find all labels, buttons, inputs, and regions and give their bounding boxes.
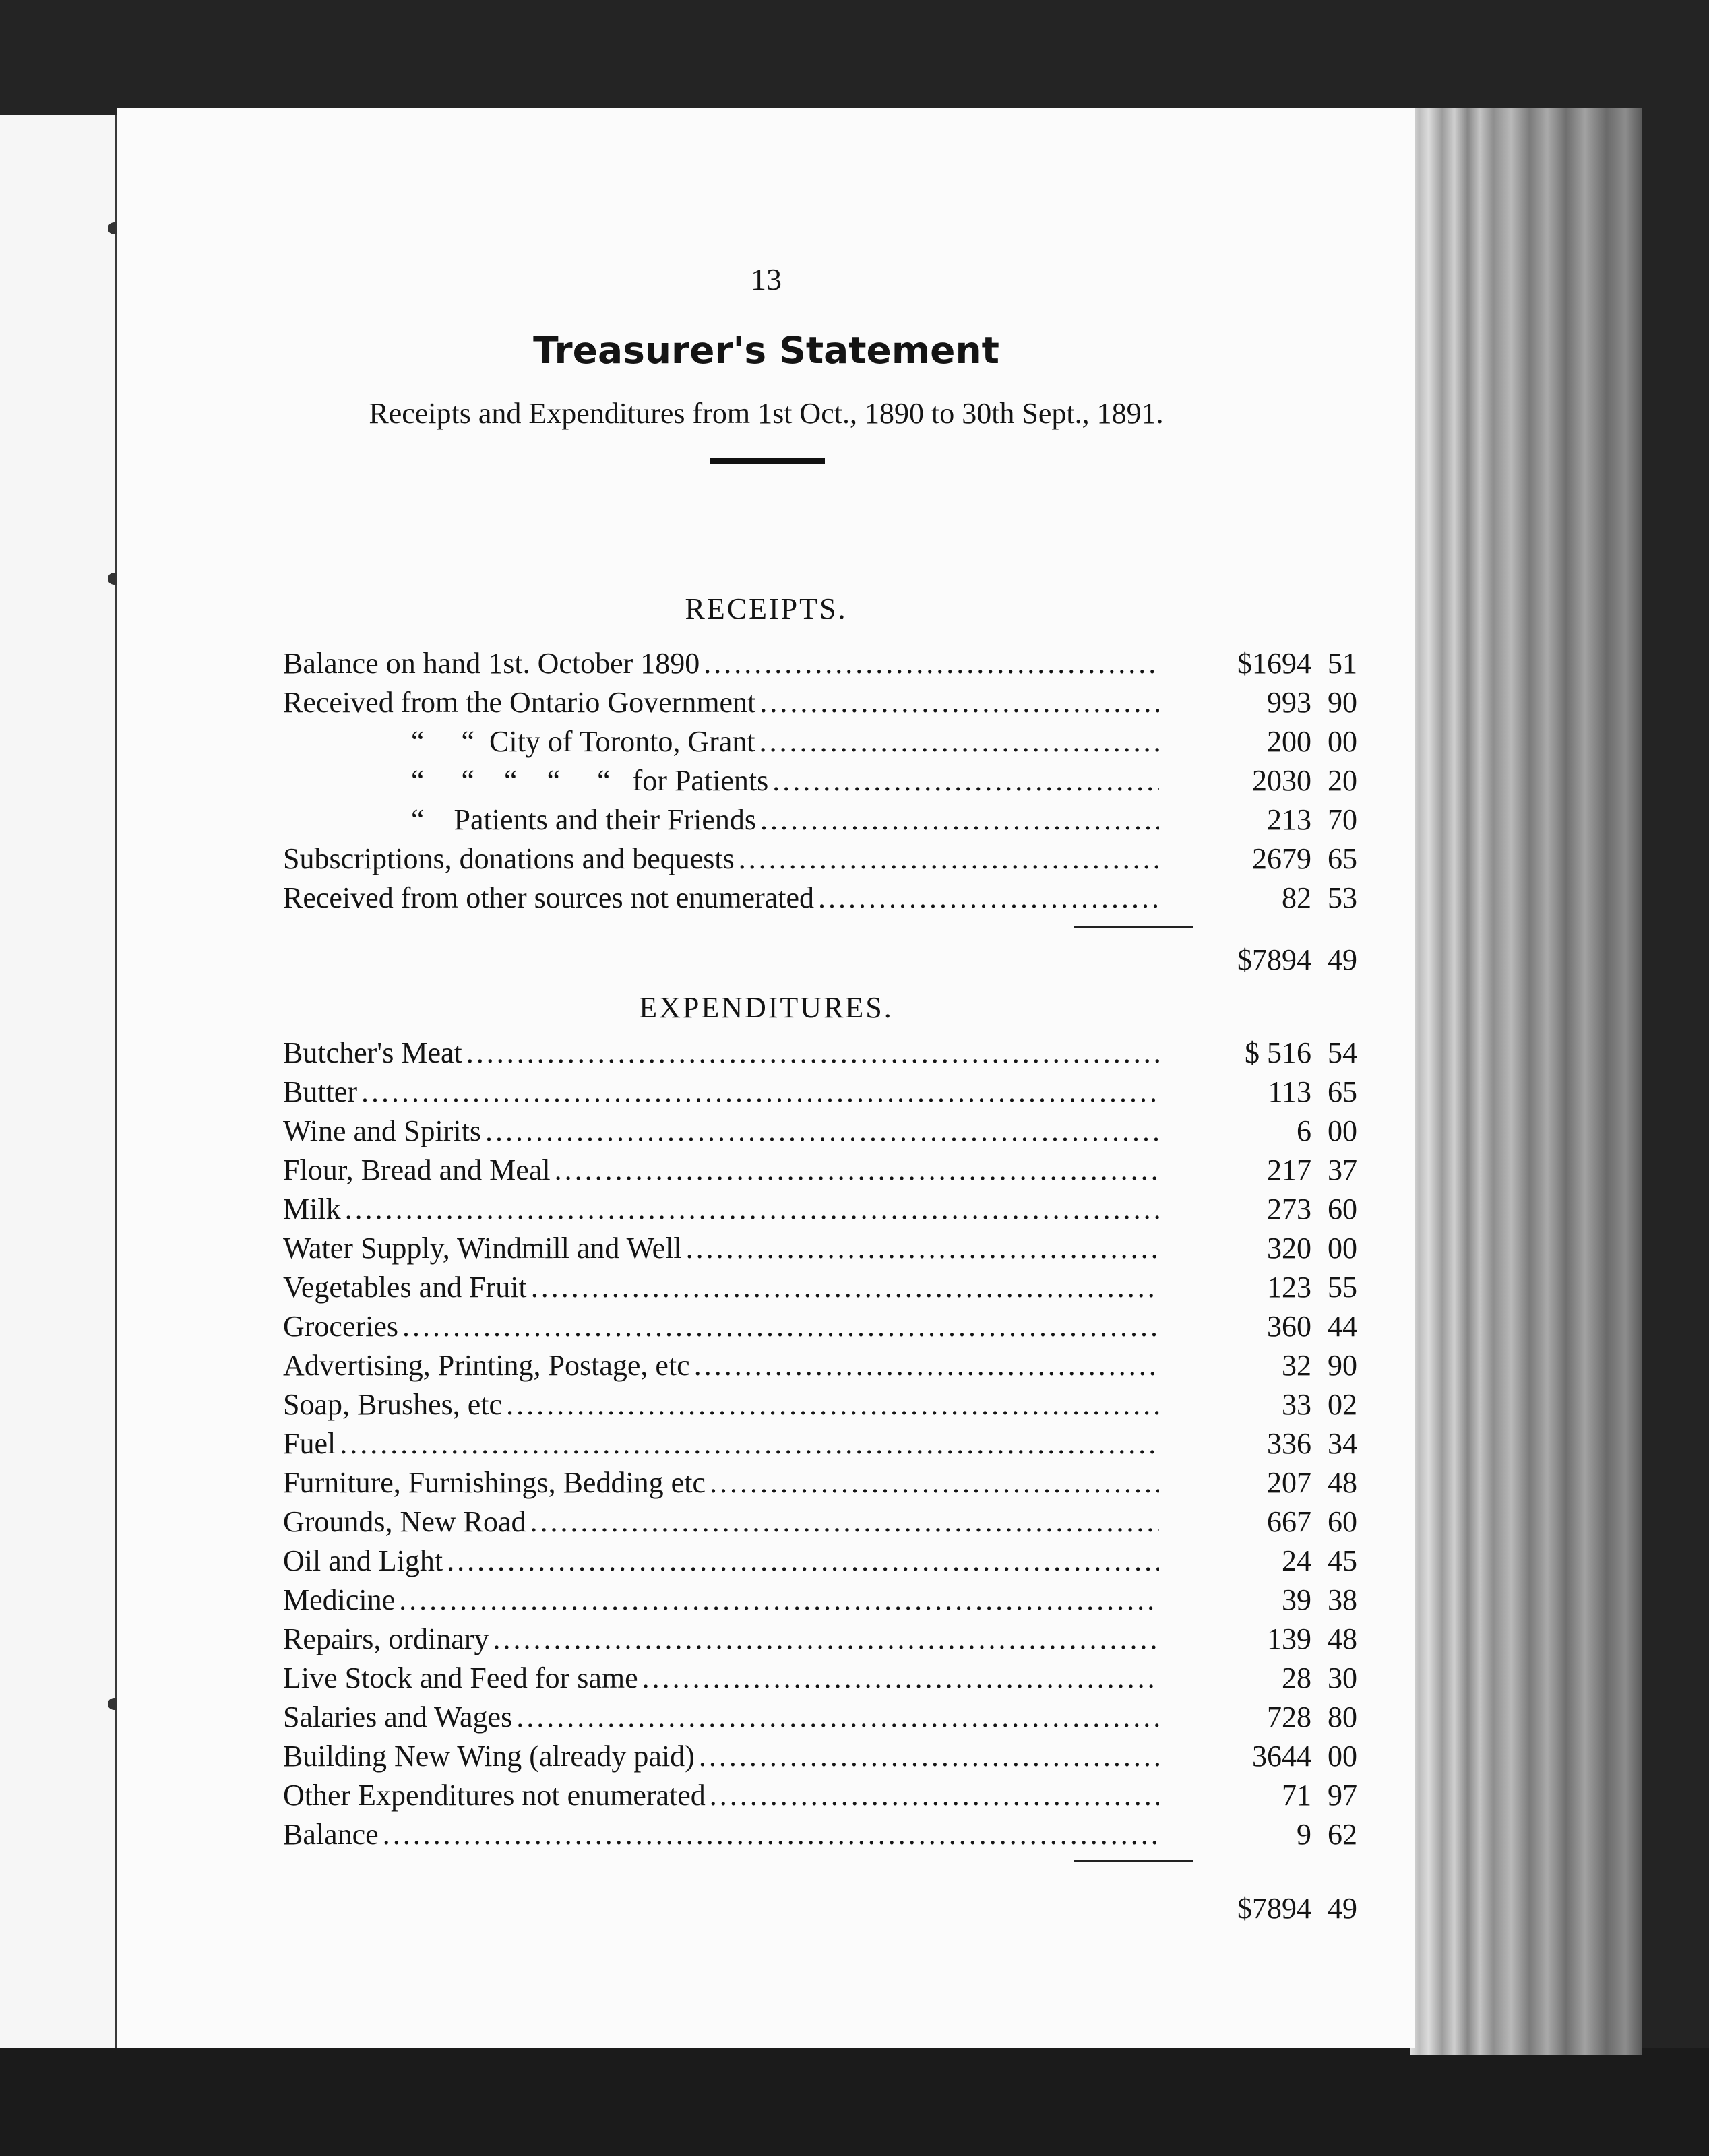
row-dollars: 320 — [1267, 1232, 1311, 1265]
dot-leader — [704, 644, 1159, 683]
document-page — [117, 108, 1415, 2048]
row-cents: 45 — [1328, 1544, 1357, 1577]
row-dollars: 728 — [1267, 1701, 1311, 1734]
row-cents: 60 — [1328, 1505, 1357, 1538]
expenditures-row — [283, 1307, 1357, 1346]
receipts-row — [283, 879, 1357, 918]
row-dollars: $1694 — [1237, 647, 1311, 680]
row-label: “ Patients and their Friends — [411, 803, 757, 836]
row-cents: 20 — [1328, 764, 1357, 797]
dot-leader — [493, 1620, 1159, 1659]
dot-leader — [818, 879, 1159, 918]
receipts-total-row — [283, 941, 1357, 980]
row-cents: 48 — [1328, 1622, 1357, 1655]
row-cents: 30 — [1328, 1661, 1357, 1694]
row-label: Medicine — [283, 1583, 396, 1616]
row-dollars: 273 — [1267, 1193, 1311, 1226]
row-label: Balance — [283, 1818, 379, 1851]
dot-leader — [759, 683, 1159, 722]
receipts-total-cents: 49 — [1328, 943, 1357, 976]
row-cents: 02 — [1328, 1388, 1357, 1421]
row-dollars: 39 — [1282, 1583, 1311, 1616]
receipts-row — [283, 722, 1357, 761]
dot-leader — [759, 722, 1159, 761]
row-label: Received from the Ontario Government — [283, 686, 756, 719]
row-label: Wine and Spirits — [283, 1114, 481, 1147]
row-dollars: 360 — [1267, 1310, 1311, 1343]
dot-leader — [642, 1659, 1159, 1698]
expenditures-row — [283, 1268, 1357, 1307]
receipts-row — [283, 761, 1357, 800]
dot-leader — [506, 1385, 1159, 1424]
expenditures-row — [283, 1776, 1357, 1815]
expenditures-row — [283, 1073, 1357, 1112]
row-dollars: 113 — [1268, 1075, 1311, 1108]
row-label: Fuel — [283, 1427, 336, 1460]
dot-leader — [383, 1815, 1159, 1854]
dot-leader — [531, 1268, 1159, 1307]
row-label: Furniture, Furnishings, Bedding etc — [283, 1466, 706, 1499]
dot-leader — [710, 1463, 1159, 1502]
dot-leader — [760, 800, 1159, 839]
row-dollars: 207 — [1267, 1466, 1311, 1499]
expenditures-row — [283, 1151, 1357, 1190]
dot-leader — [516, 1698, 1159, 1737]
row-dollars: 667 — [1267, 1505, 1311, 1538]
dot-leader — [739, 839, 1159, 879]
row-label: Balance on hand 1st. October 1890 — [283, 647, 700, 680]
row-cents: 00 — [1328, 1740, 1357, 1773]
dot-leader — [772, 761, 1159, 800]
dot-leader — [699, 1737, 1159, 1776]
row-label: Flour, Bread and Meal — [283, 1153, 551, 1186]
row-label: Grounds, New Road — [283, 1505, 526, 1538]
expenditures-sum-rule — [1074, 1860, 1193, 1862]
row-dollars: 71 — [1282, 1779, 1311, 1812]
row-label: Vegetables and Fruit — [283, 1271, 527, 1304]
row-cents: 62 — [1328, 1818, 1357, 1851]
dot-leader — [485, 1112, 1159, 1151]
row-label: Advertising, Printing, Postage, etc — [283, 1349, 690, 1382]
receipts-row — [283, 644, 1357, 683]
dot-leader — [399, 1581, 1159, 1620]
dot-leader — [466, 1034, 1159, 1073]
row-label: Repairs, ordinary — [283, 1622, 489, 1655]
row-dollars: $ 516 — [1245, 1036, 1311, 1069]
row-dollars: 33 — [1282, 1388, 1311, 1421]
expenditures-row — [283, 1463, 1357, 1502]
dot-leader — [402, 1307, 1159, 1346]
receipts-table — [283, 644, 1357, 918]
dot-leader — [345, 1190, 1159, 1229]
row-cents: 00 — [1328, 1114, 1357, 1147]
row-dollars: 217 — [1267, 1153, 1311, 1186]
expenditures-row — [283, 1112, 1357, 1151]
row-label: Live Stock and Feed for same — [283, 1661, 638, 1694]
expenditures-row — [283, 1815, 1357, 1854]
row-dollars: 123 — [1267, 1271, 1311, 1304]
receipts-total-dollars: $7894 — [1237, 943, 1311, 976]
expenditures-row — [283, 1620, 1357, 1659]
expenditures-row — [283, 1190, 1357, 1229]
row-cents: 60 — [1328, 1193, 1357, 1226]
expenditures-row — [283, 1737, 1357, 1776]
dot-leader — [555, 1151, 1159, 1190]
expenditures-row — [283, 1385, 1357, 1424]
row-label: Salaries and Wages — [283, 1701, 513, 1734]
row-cents: 90 — [1328, 1349, 1357, 1382]
expenditures-row — [283, 1502, 1357, 1542]
expenditures-row — [283, 1698, 1357, 1737]
expenditures-row — [283, 1659, 1357, 1698]
row-dollars: 2030 — [1252, 764, 1311, 797]
expenditures-table — [283, 1034, 1357, 1854]
row-cents: 53 — [1328, 881, 1357, 914]
row-dollars: 993 — [1267, 686, 1311, 719]
expenditures-row — [283, 1424, 1357, 1463]
expenditures-row — [283, 1542, 1357, 1581]
dot-leader — [710, 1776, 1159, 1815]
row-label: Soap, Brushes, etc — [283, 1388, 503, 1421]
receipts-row — [283, 839, 1357, 879]
row-cents: 65 — [1328, 842, 1357, 875]
row-dollars: 9 — [1297, 1818, 1311, 1851]
row-dollars: 213 — [1267, 803, 1311, 836]
row-label: Subscriptions, donations and bequests — [283, 842, 735, 875]
row-cents: 44 — [1328, 1310, 1357, 1343]
expenditures-total-row — [283, 1889, 1357, 1928]
row-dollars: 2679 — [1252, 842, 1311, 875]
row-cents: 55 — [1328, 1271, 1357, 1304]
book-page-edges — [1410, 108, 1642, 2055]
row-cents: 00 — [1328, 1232, 1357, 1265]
row-cents: 97 — [1328, 1779, 1357, 1812]
row-cents: 37 — [1328, 1153, 1357, 1186]
title-rule — [710, 458, 825, 464]
row-label: “ “ City of Toronto, Grant — [411, 725, 755, 758]
receipts-row — [283, 683, 1357, 722]
row-dollars: 32 — [1282, 1349, 1311, 1382]
row-label: Building New Wing (already paid) — [283, 1740, 695, 1773]
expenditures-row — [283, 1581, 1357, 1620]
page-title: Treasurer's Statement — [533, 329, 999, 372]
row-label: Butcher's Meat — [283, 1036, 462, 1069]
scanner-background — [0, 2048, 1709, 2156]
row-cents: 34 — [1328, 1427, 1357, 1460]
row-cents: 48 — [1328, 1466, 1357, 1499]
page-subtitle: Receipts and Expenditures from 1st Oct., 1890 to 30th Sept., 1891. — [369, 397, 1164, 430]
row-label: Received from other sources not enumerated — [283, 881, 815, 914]
dot-leader — [694, 1346, 1159, 1385]
expenditures-heading: EXPENDITURES. — [639, 991, 894, 1024]
receipts-heading: RECEIPTS. — [685, 592, 848, 625]
dot-leader — [361, 1073, 1159, 1112]
dot-leader — [686, 1229, 1159, 1268]
row-cents: 80 — [1328, 1701, 1357, 1734]
expenditures-total-dollars: $7894 — [1237, 1892, 1311, 1925]
row-label: Water Supply, Windmill and Well — [283, 1232, 682, 1265]
row-cents: 00 — [1328, 725, 1357, 758]
row-label: Butter — [283, 1075, 357, 1108]
row-label: Other Expenditures not enumerated — [283, 1779, 706, 1812]
dot-leader — [530, 1502, 1159, 1542]
row-dollars: 28 — [1282, 1661, 1311, 1694]
receipts-row — [283, 800, 1357, 839]
row-dollars: 139 — [1267, 1622, 1311, 1655]
row-cents: 70 — [1328, 803, 1357, 836]
row-cents: 51 — [1328, 647, 1357, 680]
row-dollars: 336 — [1267, 1427, 1311, 1460]
facing-page-edge — [0, 115, 117, 2048]
row-label: Oil and Light — [283, 1544, 443, 1577]
expenditures-row — [283, 1034, 1357, 1073]
row-label: Milk — [283, 1193, 341, 1226]
row-cents: 38 — [1328, 1583, 1357, 1616]
row-dollars: 82 — [1282, 881, 1311, 914]
page-number: 13 — [751, 262, 782, 296]
row-cents: 54 — [1328, 1036, 1357, 1069]
row-cents: 65 — [1328, 1075, 1357, 1108]
row-label: Groceries — [283, 1310, 399, 1343]
row-label: “ “ “ “ “ for Patients — [411, 764, 769, 797]
expenditures-row — [283, 1229, 1357, 1268]
dot-leader — [340, 1424, 1159, 1463]
expenditures-total-cents: 49 — [1328, 1892, 1357, 1925]
row-cents: 90 — [1328, 686, 1357, 719]
row-dollars: 3644 — [1252, 1740, 1311, 1773]
row-dollars: 6 — [1297, 1114, 1311, 1147]
dot-leader — [447, 1542, 1159, 1581]
row-dollars: 200 — [1267, 725, 1311, 758]
receipts-sum-rule — [1074, 926, 1193, 928]
row-dollars: 24 — [1282, 1544, 1311, 1577]
expenditures-row — [283, 1346, 1357, 1385]
